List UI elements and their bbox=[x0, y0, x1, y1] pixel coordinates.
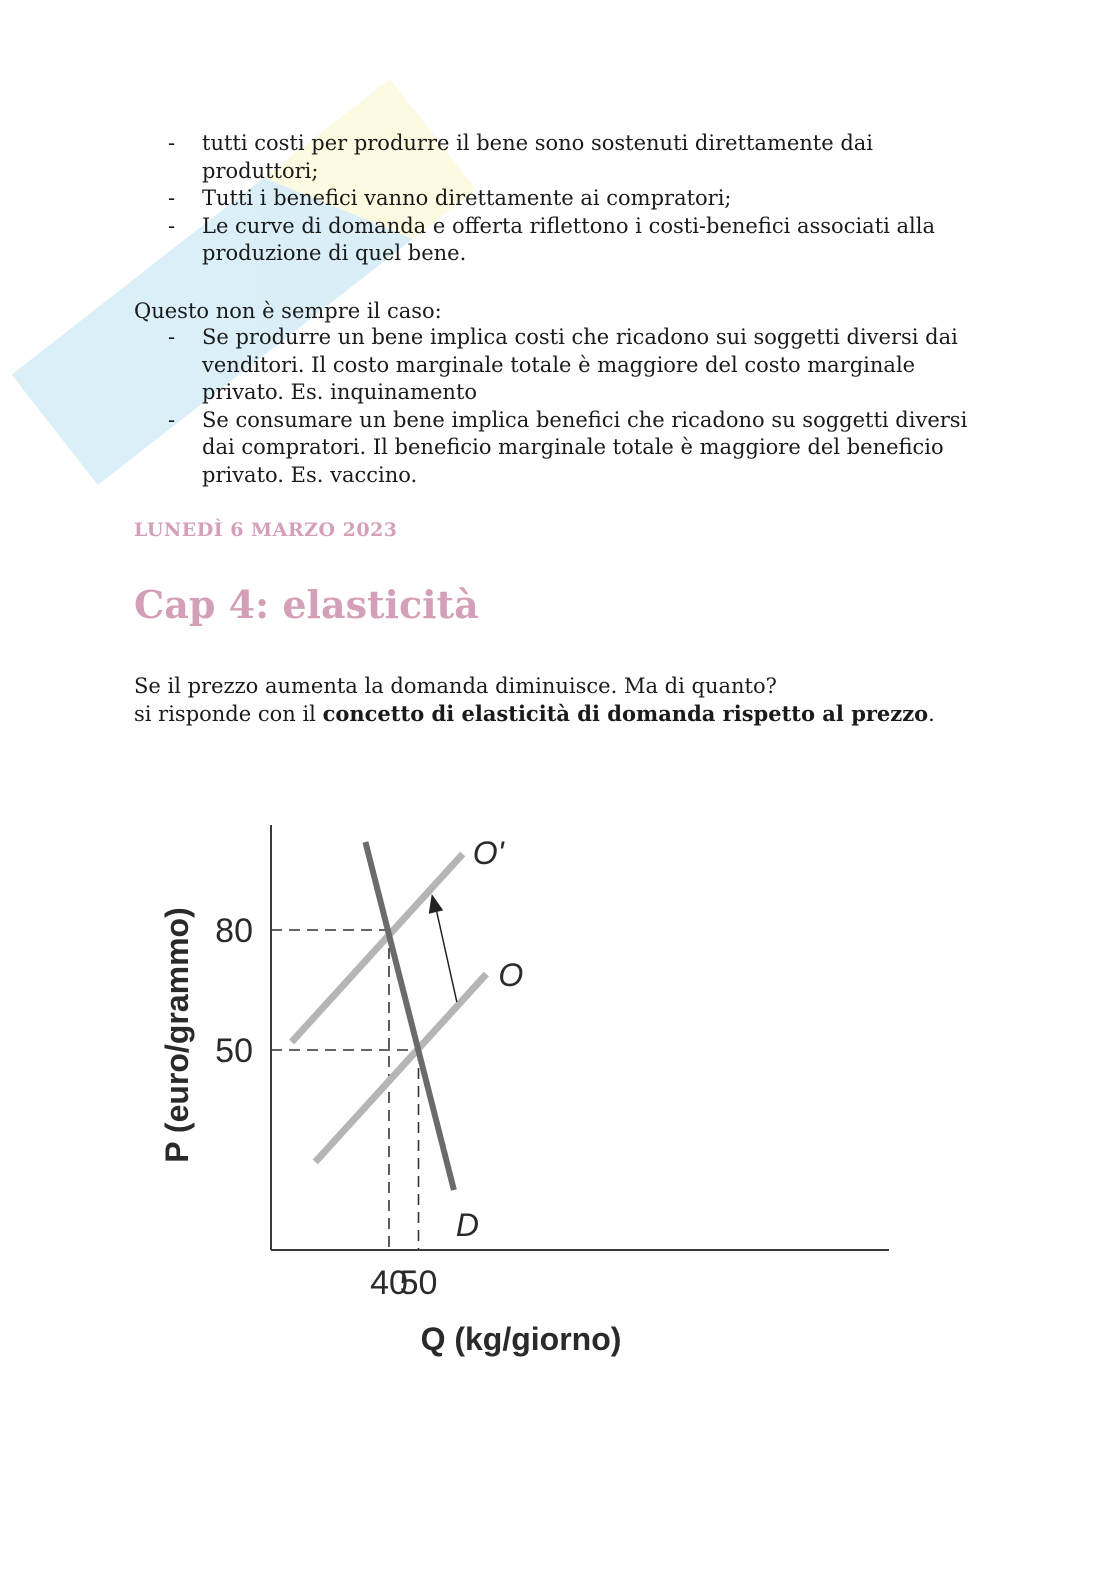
shift-arrow-head bbox=[429, 894, 443, 914]
bullet-dash: - bbox=[168, 131, 176, 155]
shift-arrow bbox=[435, 903, 457, 1002]
list-item: - tutti costi per produrre il bene sono sostenuti direttamente dai produttori; bbox=[168, 131, 874, 183]
x-tick-label: 40 bbox=[370, 1264, 408, 1302]
supply-demand-chart bbox=[140, 800, 920, 1380]
y-axis-label: P (euro/grammo) bbox=[159, 907, 195, 1163]
x-tick-label: 50 bbox=[399, 1264, 438, 1302]
bullet-dash: - bbox=[168, 186, 176, 211]
intro-paragraph: Questo non è sempre il caso: bbox=[134, 299, 442, 323]
list-item: - Se consumare un bene implica benefici che ricadono su soggetti diversi dai compratori. Il beneficio marginale totale è maggiore del beneficio privato. Es. vaccino. bbox=[168, 407, 968, 487]
bullet-list-market-conditions bbox=[134, 130, 984, 268]
answer-paragraph: si risponde con il concetto di elasticità di domanda rispetto al prezzo. bbox=[134, 701, 935, 726]
list-item: - Le curve di domanda e offerta riflettono i costi-benefici associati alla produzione di quel bene. bbox=[168, 213, 936, 266]
section-date: LUNEDÌ 6 MARZO 2023 bbox=[134, 519, 398, 541]
supply-curve bbox=[315, 974, 486, 1162]
series-label-supply: O bbox=[498, 957, 524, 993]
x-axis-label: Q (kg/giorno) bbox=[420, 1321, 622, 1357]
chapter-title: Cap 4: elasticità bbox=[134, 582, 479, 627]
list-item: - Se produrre un bene implica costi che ricadono sui soggetti diversi dai venditori. Il costo marginale totale è maggiore del costo marginale privato. Es. inquinamento bbox=[168, 325, 958, 405]
demand-curve bbox=[365, 842, 454, 1190]
series-label-demand: D bbox=[455, 1207, 480, 1243]
bullet-dash: - bbox=[168, 213, 176, 238]
y-tick-label: 80 bbox=[215, 912, 253, 950]
y-tick-label: 50 bbox=[215, 1032, 253, 1070]
question-paragraph: Se il prezzo aumenta la domanda diminuisce. Ma di quanto? bbox=[134, 674, 777, 698]
reference-lines bbox=[271, 930, 419, 1250]
bullet-dash: - bbox=[168, 325, 176, 349]
bullet-list-externalities bbox=[134, 324, 984, 490]
key-concept: concetto di elasticità di domanda rispetto al prezzo bbox=[322, 701, 929, 726]
bullet-dash: - bbox=[168, 407, 176, 432]
list-item: - Tutti i benefici vanno direttamente ai compratori; bbox=[134, 185, 984, 213]
series-label-supply-shifted: O' bbox=[472, 835, 504, 871]
